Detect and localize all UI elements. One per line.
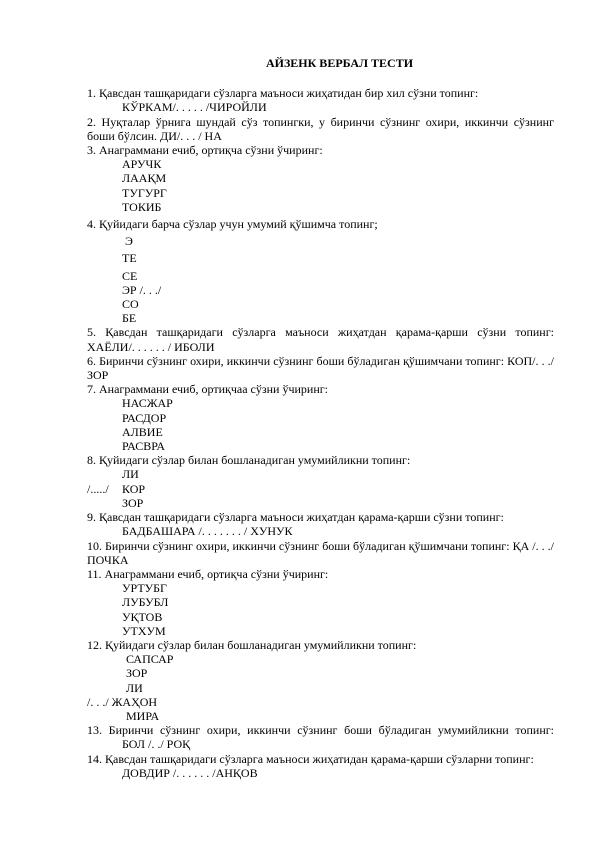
question-8-word: ЗОР (122, 495, 144, 510)
question-11-word: УҚТОВ (122, 609, 163, 624)
question-12-word: МИРА (126, 708, 160, 723)
question-2: 2. Нуқталар ўрнига шундай сўз топингки, у биринчи сўзнинг охири, иккинчи сўзнинг боши бўлсин. ДИ/. . . / НА (87, 114, 554, 143)
question-4-word: СЕ (122, 268, 138, 283)
question-11-word: УТХУМ (122, 623, 166, 638)
question-8-blank: /...../ (87, 481, 109, 496)
question-10: 10. Биринчи сўзнинг охири, иккинчи сўзнинг боши бўладиган қўшимчани топинг: ҚА /. . ./ ПОЧКА (87, 538, 554, 567)
question-8-word: ЛИ (122, 467, 139, 482)
question-1-answer: КЎРКАМ/. . . . . /ЧИРОЙЛИ (122, 100, 267, 115)
question-4-word: ТЕ (122, 251, 137, 266)
question-4-word: СО (122, 297, 139, 312)
question-4-word: Э (125, 234, 133, 249)
question-9: 9. Қавсдан ташқаридаги сўзларга маъноси жиҳатдан қарама-қарши сўзни топинг: (87, 510, 504, 525)
question-7-word: РАСДОР (122, 410, 167, 425)
question-13-answer: БОЛ /. ./ РОҚ (122, 737, 191, 752)
question-12: 12. Қуйидаги сўзлар билан бошланадиган умумийликни топинг: (87, 637, 417, 652)
document-page (87, 56, 554, 780)
question-12-word: /. . ./ ЖАҲОН (87, 694, 158, 709)
question-14-answer: ДОВДИР /. . . . . . /АНҚОВ (122, 765, 258, 780)
question-12-word: САПСАР (126, 652, 174, 667)
question-11-word: УРТУБГ (122, 581, 167, 596)
question-14: 14. Қавсдан ташқаридаги сўзларга маъноси жиҳатидан қарама-қарши сўзларни топинг: (87, 751, 534, 766)
question-4-word: ЭР /. . ./ (122, 282, 162, 297)
question-3-word: ЛААҚМ (122, 171, 167, 186)
question-7: 7. Анаграммани ечиб, ортиқчаа сўзни ўчиринг: (87, 382, 329, 397)
question-7-word: АЛВИЕ (122, 424, 163, 439)
question-7-word: РАСВРА (122, 439, 166, 454)
question-8-row (87, 482, 554, 496)
question-1: 1. Қавсдан ташқаридаги сўзларга маъноси жиҳатидан бир хил сўзни топинг: (87, 86, 479, 101)
question-3-word: ТОКИБ (122, 199, 162, 214)
question-8: 8. Қуйидаги сўзлар билан бошланадиган умумийликни топинг: (87, 453, 411, 468)
question-11: 11. Анаграммани ечиб, ортиқча сўзни ўчиринг: (87, 566, 329, 581)
question-3-word: АРУЧК (122, 157, 162, 172)
page-title: АЙЗЕНК ВЕРБАЛ ТЕСТИ (265, 56, 414, 70)
question-3-word: ТУГУРГ (122, 185, 167, 200)
question-5: 5. Қавсдан ташқаридаги сўзларга маъноси жиҳатдан қарама-қарши сўзни топинг: ХАЁЛИ/. . . . . . / ИБОЛИ (87, 325, 554, 354)
question-6: 6. Биринчи сўзнинг охири, иккинчи сўзнинг боши бўладиган қўшимчани топинг: КОП/. . ./ ЗОР (87, 353, 554, 383)
question-3: 3. Анаграммани ечиб, ортиқча сўзни ўчиринг: (87, 143, 323, 158)
question-7-word: НАСЖАР (122, 396, 173, 411)
question-8-word: КОР (122, 481, 146, 496)
question-9-answer: БАДБАШАРА /. . . . . . . / ХУНУК (122, 524, 293, 539)
question-13: 13. Биринчи сўзнинг охири, иккинчи сўзнинг боши бўладиган умумийликни топинг: (87, 723, 554, 738)
question-12-word: ЗОР (126, 666, 148, 681)
question-12-word: ЛИ (126, 680, 143, 695)
question-4-word: БЕ (122, 311, 137, 326)
question-4: 4. Қуйидаги барча сўзлар учун умумий қўшимча топинг; (87, 217, 378, 232)
question-11-word: ЛУБУБЛ (122, 595, 169, 610)
